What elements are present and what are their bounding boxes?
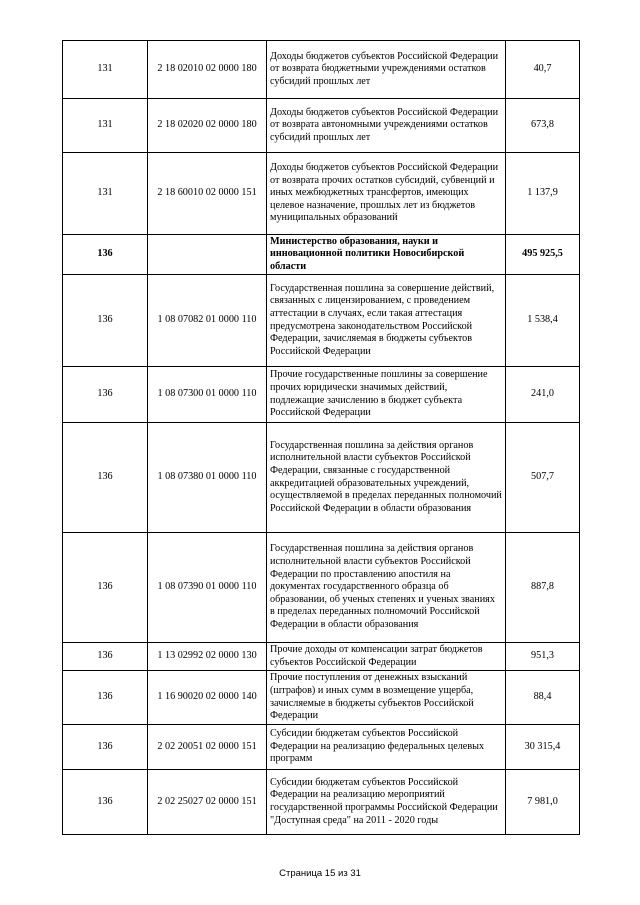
budget-code-cell: 1 08 07380 01 0000 110 — [148, 423, 267, 533]
table-row-ministry-header — [63, 235, 580, 275]
budget-code-cell: 2 18 02020 02 0000 180 — [148, 99, 267, 153]
budget-code-cell: 2 02 20051 02 0000 151 — [148, 725, 267, 770]
sum-cell: 7 981,0 — [506, 770, 580, 835]
budget-code-cell: 1 08 07082 01 0000 110 — [148, 275, 267, 367]
admin-code-cell: 136 — [63, 770, 148, 835]
revenue-name-cell: Государственная пошлина за действия органов исполнительной власти субъектов Российской Федерации, связанные с государственной аккредитацией образовательных учреждений, осуществляемой в пределах переданных полномочий Российской Федерации в области образования — [267, 423, 506, 533]
sum-cell: 1 137,9 — [506, 153, 580, 235]
revenue-name-cell: Государственная пошлина за действия органов исполнительной власти субъектов Российской Федерации по проставлению апостиля на документах государственного образца об образовании, об ученых степенях и ученых званиях в пределах переданных полномочий Российской Федерации в области образования — [267, 533, 506, 643]
admin-code-cell: 131 — [63, 99, 148, 153]
revenue-name-cell: Доходы бюджетов субъектов Российской Федерации от возврата прочих остатков субсидий, субвенций и иных межбюджетных трансфертов, имеющих целевое назначение, прошлых лет из бюджетов муниципальных образований — [267, 153, 506, 235]
revenue-name-cell: Прочие государственные пошлины за совершение прочих юридически значимых действий, подлежащие зачислению в бюджет субъекта Российской Федерации — [267, 367, 506, 423]
table-row — [63, 41, 580, 99]
table-row — [63, 643, 580, 671]
revenue-name-cell: Прочие поступления от денежных взысканий (штрафов) и иных сумм в возмещение ущерба, зачисляемые в бюджеты субъектов Российской Федерации — [267, 671, 506, 725]
admin-code-cell: 131 — [63, 41, 148, 99]
revenue-name-cell: Министерство образования, науки и инновационной политики Новосибирской области — [267, 235, 506, 275]
budget-code-cell: 1 16 90020 02 0000 140 — [148, 671, 267, 725]
budget-code-cell: 2 18 60010 02 0000 151 — [148, 153, 267, 235]
sum-cell: 1 538,4 — [506, 275, 580, 367]
revenue-name-cell: Субсидии бюджетам субъектов Российской Федерации на реализацию федеральных целевых программ — [267, 725, 506, 770]
admin-code-cell: 136 — [63, 423, 148, 533]
page-number: Страница 15 из 31 — [279, 868, 361, 879]
budget-code-cell: 1 08 07300 01 0000 110 — [148, 367, 267, 423]
budget-code-cell — [148, 235, 267, 275]
budget-revenue-table — [62, 40, 580, 835]
admin-code-cell: 136 — [63, 671, 148, 725]
admin-code-cell: 136 — [63, 643, 148, 671]
admin-code-cell: 131 — [63, 153, 148, 235]
sum-cell: 673,8 — [506, 99, 580, 153]
admin-code-cell: 136 — [63, 533, 148, 643]
admin-code-cell: 136 — [63, 367, 148, 423]
table-row — [63, 533, 580, 643]
budget-code-cell: 2 18 02010 02 0000 180 — [148, 41, 267, 99]
revenue-name-cell: Прочие доходы от компенсации затрат бюджетов субъектов Российской Федерации — [267, 643, 506, 671]
revenue-name-cell: Доходы бюджетов субъектов Российской Федерации от возврата автономными учреждениями остатков субсидий прошлых лет — [267, 99, 506, 153]
table-row — [63, 423, 580, 533]
budget-code-cell: 1 13 02992 02 0000 130 — [148, 643, 267, 671]
sum-cell: 887,8 — [506, 533, 580, 643]
admin-code-cell: 136 — [63, 235, 148, 275]
table-row — [63, 671, 580, 725]
revenue-name-cell: Доходы бюджетов субъектов Российской Федерации от возврата бюджетными учреждениями остатков субсидий прошлых лет — [267, 41, 506, 99]
table-row — [63, 367, 580, 423]
sum-cell: 30 315,4 — [506, 725, 580, 770]
sum-cell: 507,7 — [506, 423, 580, 533]
sum-cell: 951,3 — [506, 643, 580, 671]
table-row — [63, 99, 580, 153]
budget-code-cell: 1 08 07390 01 0000 110 — [148, 533, 267, 643]
sum-cell: 495 925,5 — [506, 235, 580, 275]
table-row — [63, 275, 580, 367]
table-row — [63, 725, 580, 770]
table-row — [63, 153, 580, 235]
budget-code-cell: 2 02 25027 02 0000 151 — [148, 770, 267, 835]
table-row — [63, 770, 580, 835]
sum-cell: 88,4 — [506, 671, 580, 725]
admin-code-cell: 136 — [63, 275, 148, 367]
sum-cell: 241,0 — [506, 367, 580, 423]
admin-code-cell: 136 — [63, 725, 148, 770]
revenue-name-cell: Государственная пошлина за совершение действий, связанных с лицензированием, с проведением аттестации в случаях, если такая аттестация предусмотрена законодательством Российской Федерации, зачисляемая в бюджеты субъектов Российской Федерации — [267, 275, 506, 367]
sum-cell: 40,7 — [506, 41, 580, 99]
revenue-name-cell: Субсидии бюджетам субъектов Российской Федерации на реализацию мероприятий государственной программы Российской Федерации "Доступная среда" на 2011 - 2020 годы — [267, 770, 506, 835]
